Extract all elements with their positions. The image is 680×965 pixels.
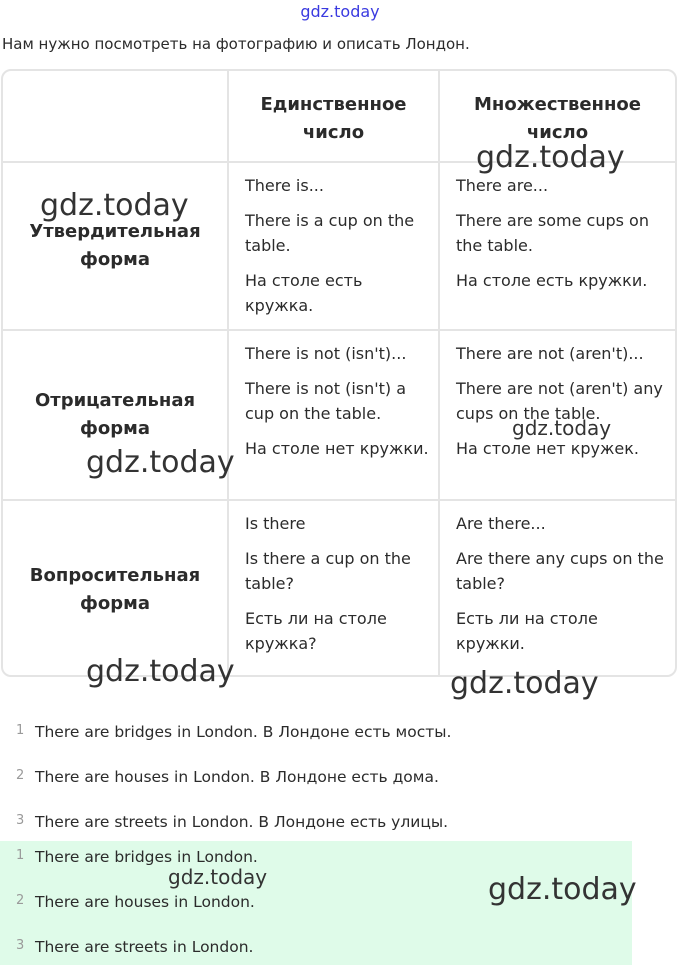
watermark: gdz.today [86, 445, 235, 480]
watermark: gdz.today [40, 188, 189, 223]
watermark: gdz.today [86, 654, 235, 689]
cell-plural: Are there... Are there any cups on the table? Есть ли на столе кружки. [438, 501, 675, 677]
header-plural: Множественное число [438, 71, 675, 161]
table-row [3, 161, 675, 329]
table-header-row [3, 71, 675, 161]
cell-singular: There is... There is a cup on the table. На столе есть кружка. [227, 163, 438, 329]
row-label-negative: Отрицательная форма [34, 390, 196, 439]
row-label-affirmative: Утвердительная форма [29, 221, 201, 270]
table-row [3, 329, 675, 499]
cell-plural: There are... There are some cups on the table. На столе есть кружки. [438, 163, 675, 329]
row-label-question: Вопросительная форма [29, 565, 201, 614]
cell-singular: Is there Is there a cup on the table? Есть ли на столе кружка? [227, 501, 438, 677]
header-singular: Единственное число [227, 71, 438, 161]
table-corner-cell [3, 71, 227, 161]
watermark: gdz.today [168, 865, 268, 889]
table-row [3, 499, 675, 677]
grammar-table [1, 69, 677, 677]
watermark: gdz.today [512, 416, 612, 440]
watermark: gdz.today [476, 140, 625, 175]
cell-singular: There is not (isn't)... There is not (isn't) a cup on the table. На столе нет кружки. [227, 331, 438, 499]
watermark: gdz.today [450, 666, 599, 701]
intro-text: Нам нужно посмотреть на фотографию и описать Лондон. [2, 35, 470, 53]
cell-plural: There are not (aren't)... There are not (aren't) any cups on the table. На столе нет кружек. [438, 331, 675, 499]
site-logo[interactable]: gdz.today [300, 2, 380, 21]
watermark: gdz.today [488, 872, 637, 907]
